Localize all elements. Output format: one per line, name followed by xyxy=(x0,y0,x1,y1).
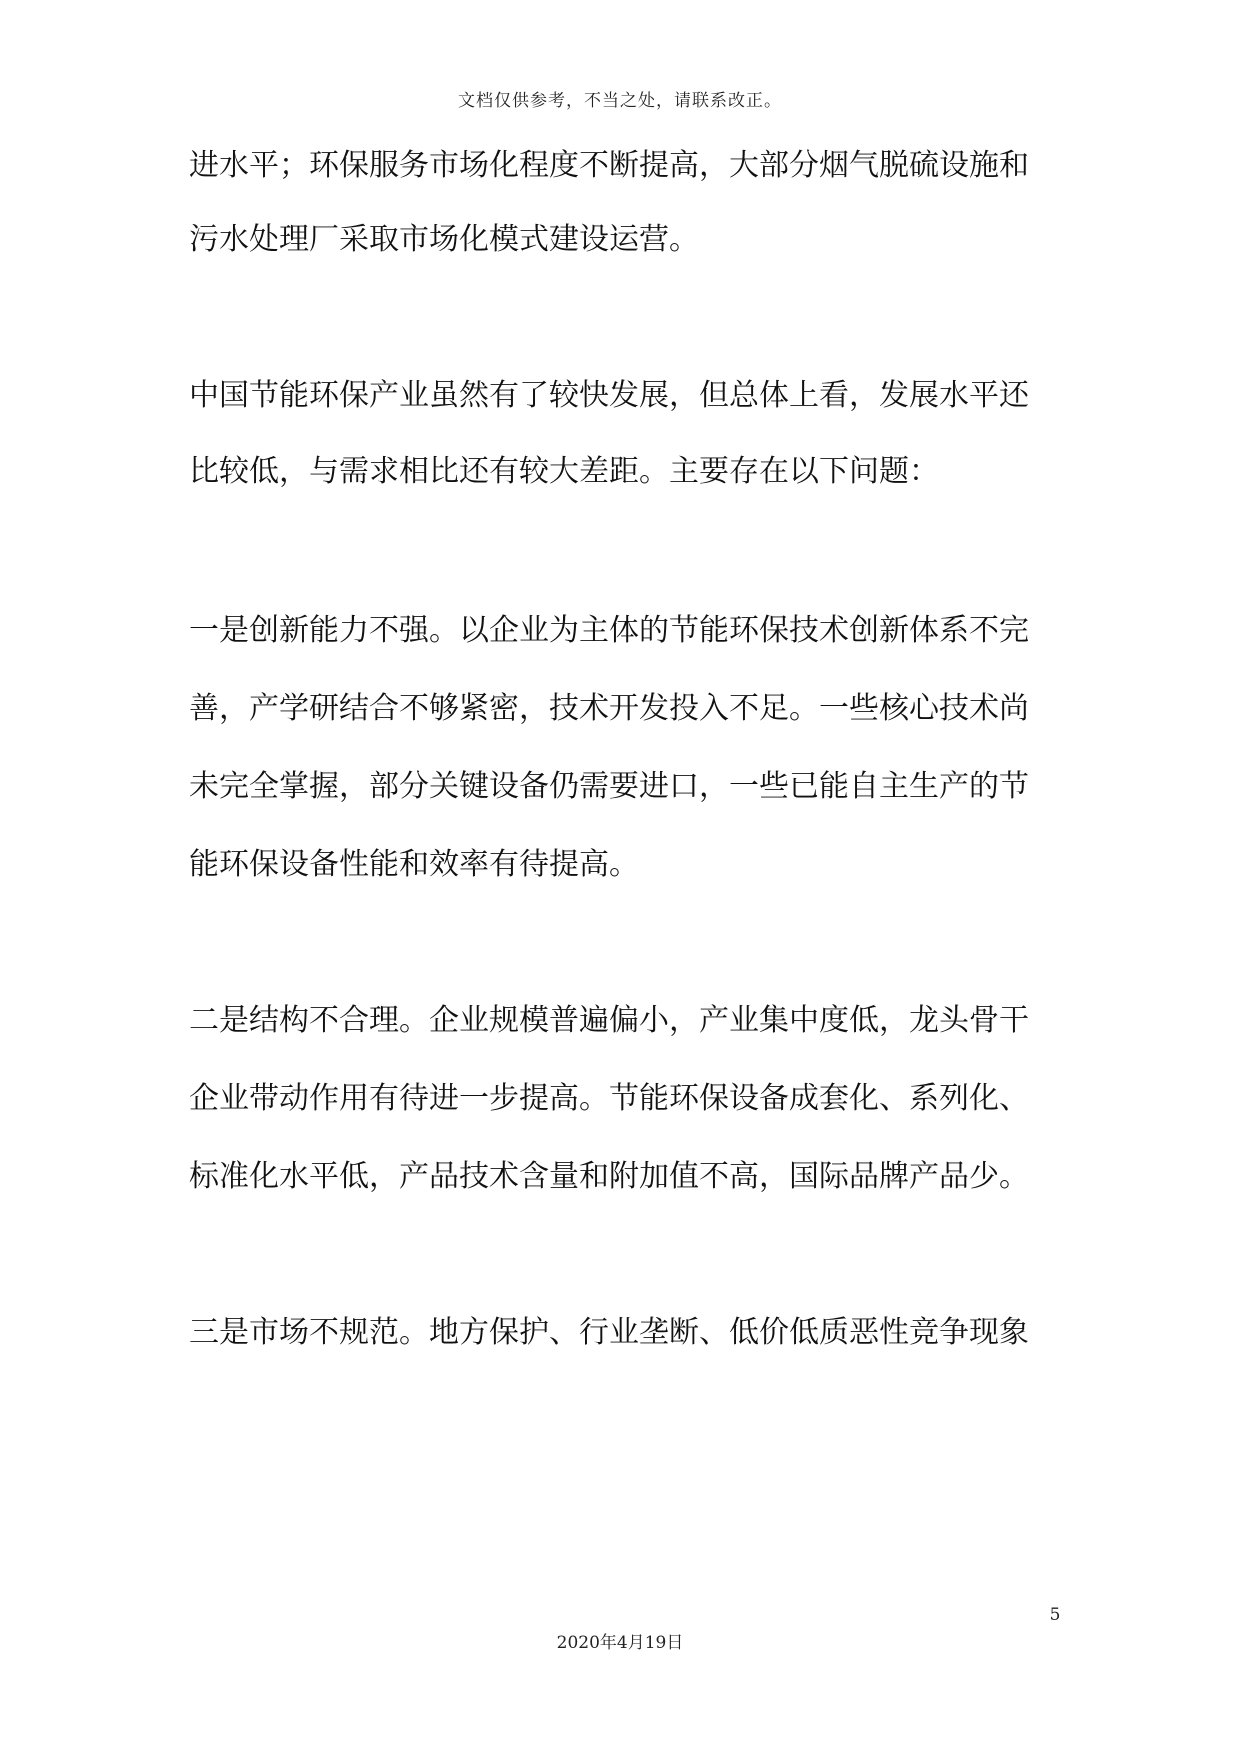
body-line: 进水平；环保服务市场化程度不断提高，大部分烟气脱硫设施和 xyxy=(189,148,1029,183)
body-line: 中国节能环保产业虽然有了较快发展，但总体上看，发展水平还 xyxy=(189,378,1029,413)
body-line: 比较低，与需求相比还有较大差距。主要存在以下问题： xyxy=(189,454,939,489)
body-line: 一是创新能力不强。以企业为主体的节能环保技术创新体系不完 xyxy=(189,613,1029,648)
body-line: 污水处理厂采取市场化模式建设运营。 xyxy=(189,222,699,257)
body-line: 三是市场不规范。地方保护、行业垄断、低价低质恶性竞争现象 xyxy=(189,1315,1029,1350)
body-line: 善，产学研结合不够紧密，技术开发投入不足。一些核心技术尚 xyxy=(189,691,1029,726)
body-line: 能环保设备性能和效率有待提高。 xyxy=(189,847,639,882)
body-line: 企业带动作用有待进一步提高。节能环保设备成套化、系列化、 xyxy=(189,1081,1029,1116)
body-line: 二是结构不合理。企业规模普遍偏小，产业集中度低，龙头骨干 xyxy=(189,1003,1029,1038)
header-notice: 文档仅供参考，不当之处，请联系改正。 xyxy=(458,91,782,111)
body-line: 未完全掌握，部分关键设备仍需要进口，一些已能自主生产的节 xyxy=(189,769,1029,804)
body-line: 标准化水平低，产品技术含量和附加值不高，国际品牌产品少。 xyxy=(189,1159,1029,1194)
page-number: 5 xyxy=(1049,1605,1061,1625)
footer-date: 2020年4月19日 xyxy=(556,1633,684,1653)
